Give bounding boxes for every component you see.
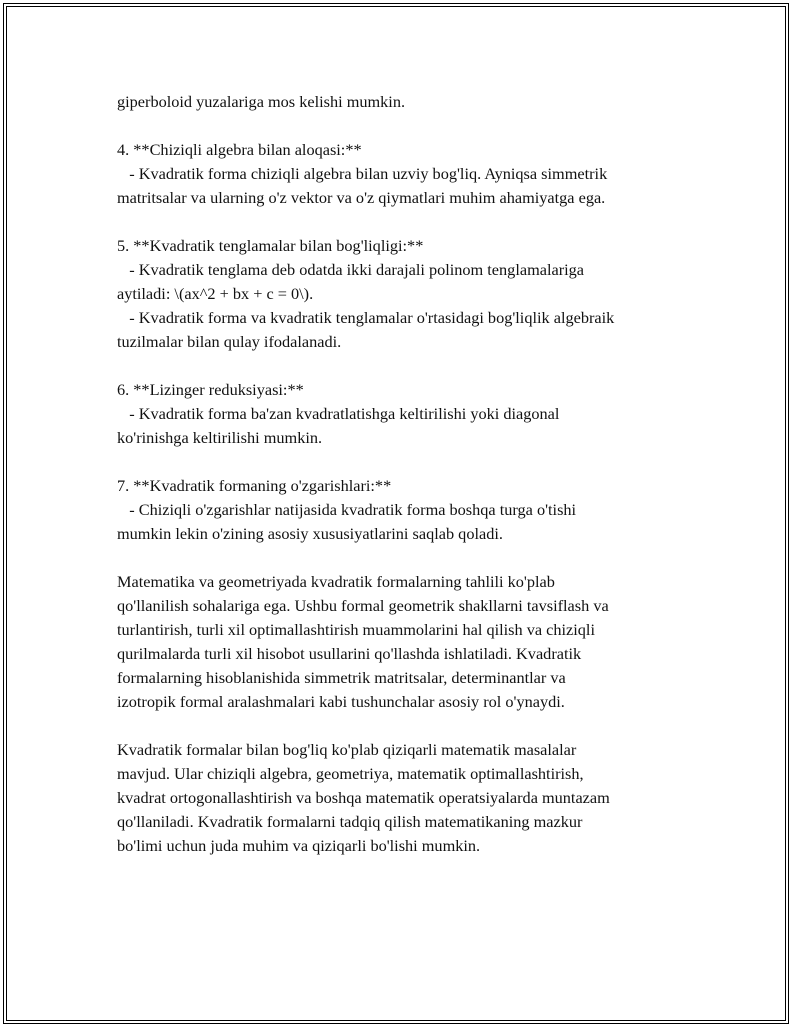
paragraph-conclusion — [117, 738, 717, 858]
paragraph-gap — [117, 714, 717, 738]
paragraph-gap — [117, 354, 717, 378]
list-item-4 — [117, 138, 717, 210]
text-line: giperboloid yuzalariga mos kelishi mumkin. — [117, 92, 406, 111]
text-line: izotropik formal aralashmalari kabi tushunchalar asosiy rol o'ynaydi. — [117, 692, 565, 711]
text-line: matritsalar va ularning o'z vektor va o'z qiymatlari muhim ahamiyatga ega. — [117, 188, 606, 207]
text-line: qo'llanilish sohalariga ega. Ushbu formal geometrik shakllarni tavsiflash va — [117, 596, 609, 615]
text-line: Kvadratik formalar bilan bog'liq ko'plab qiziqarli matematik masalalar — [117, 740, 577, 759]
text-line: qurilmalarda turli xil hisobot usullarini qo'llashda ishlatiladi. Kvadratik — [117, 644, 582, 663]
paragraph-gap — [117, 114, 717, 138]
list-item-5 — [117, 234, 717, 354]
list-item-heading: 7. **Kvadratik formaning o'zgarishlari:** — [117, 476, 392, 495]
text-line: formalarning hisoblanishida simmetrik matritsalar, determinantlar va — [117, 668, 566, 687]
paragraph-gap — [117, 546, 717, 570]
text-line: qo'llaniladi. Kvadratik formalarni tadqiq qilish matematikaning mazkur — [117, 812, 583, 831]
text-line: mavjud. Ular chiziqli algebra, geometriya, matematik optimallashtirish, — [117, 764, 584, 783]
text-line: - Kvadratik forma va kvadratik tenglamalar o'rtasidagi bog'liqlik algebraik — [117, 308, 615, 327]
list-item-7 — [117, 474, 717, 546]
text-line: ko'rinishga keltirilishi mumkin. — [117, 428, 323, 447]
text-line: - Kvadratik forma chiziqli algebra bilan uzviy bog'liq. Ayniqsa simmetrik — [117, 164, 608, 183]
text-line: tuzilmalar bilan qulay ifodalanadi. — [117, 332, 342, 351]
paragraph-gap — [117, 210, 717, 234]
text-line: - Kvadratik tenglama deb odatda ikki darajali polinom tenglamalariga — [117, 260, 585, 279]
paragraph-summary — [117, 570, 717, 714]
list-item-6 — [117, 378, 717, 450]
paragraph-intro-continuation — [117, 90, 717, 114]
text-line: - Chiziqli o'zgarishlar natijasida kvadratik forma boshqa turga o'tishi — [117, 500, 577, 519]
text-line: bo'limi uchun juda muhim va qiziqarli bo'lishi mumkin. — [117, 836, 481, 855]
list-item-heading: 5. **Kvadratik tenglamalar bilan bog'liqligi:** — [117, 236, 424, 255]
text-line: aytiladi: \(ax^2 + bx + c = 0\). — [117, 284, 314, 303]
list-item-heading: 6. **Lizinger reduksiyasi:** — [117, 380, 304, 399]
text-line: Matematika va geometriyada kvadratik formalarning tahlili ko'plab — [117, 572, 555, 591]
list-item-heading: 4. **Chiziqli algebra bilan aloqasi:** — [117, 140, 362, 159]
text-line: - Kvadratik forma ba'zan kvadratlatishga keltirilishi yoki diagonal — [117, 404, 560, 423]
paragraph-gap — [117, 450, 717, 474]
text-line: kvadrat ortogonallashtirish va boshqa matematik operatsiyalarda muntazam — [117, 788, 610, 807]
text-line: turlantirish, turli xil optimallashtirish muammolarini hal qilish va chiziqli — [117, 620, 595, 639]
text-line: mumkin lekin o'zining asosiy xususiyatlarini saqlab qoladi. — [117, 524, 503, 543]
document-body — [117, 90, 717, 858]
